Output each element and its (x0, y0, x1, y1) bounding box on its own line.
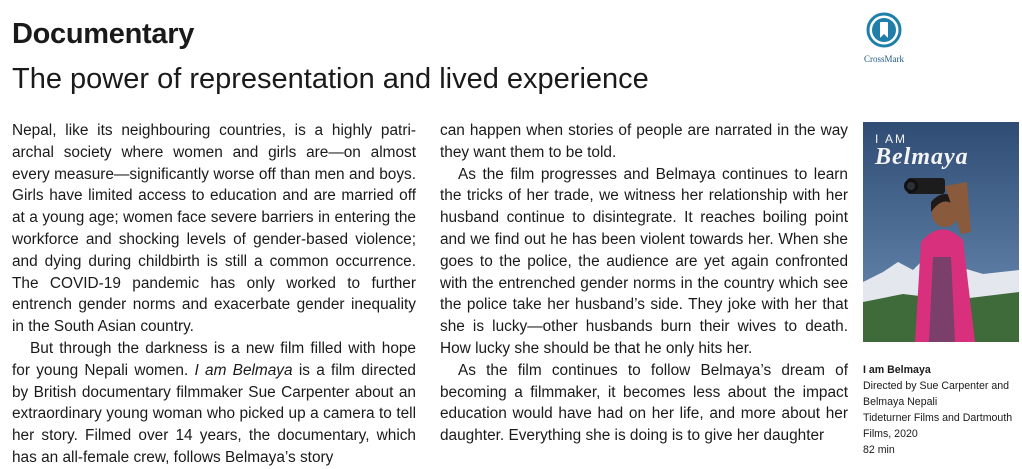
text-run: is a film directed by British documentary filmmaker Sue Carpenter about an extraordinary young woman who picked up a camera to tell her story. Filmed over 14 years, the documentary, which has an all-female crew, follows Belmaya’s story (12, 361, 416, 466)
paragraph: As the film continues to follow Belmaya’s dream of becoming a filmmaker, it becomes less about the impact education would have had on her life, and more about her daughter. Everything she is doing is to give her daughter (440, 361, 848, 445)
paragraph: As the film progresses and Belmaya continues to learn the tricks of her trade, we witness her relationship with her husband continue to disintegrate. It reaches boiling point and we find out he has been violent towards her. When she goes to the police, the audience are yet again confronted with the entrenched gender norms in the country which see the police take her husband’s side. They joke with her that she is lucky—other husbands burn their wives to death. How lucky she should be that he only hits her. (440, 165, 848, 357)
section-label: Documentary (12, 18, 195, 50)
poster-title-main: Belmaya (875, 144, 969, 170)
article-headline: The power of representation and lived experience (12, 63, 649, 95)
crossmark-label: CrossMark (864, 54, 904, 64)
caption-runtime: 82 min (863, 444, 895, 456)
caption-line: Films, 2020 (863, 428, 918, 440)
caption-film-title: I am Belmaya (863, 364, 931, 376)
poster-caption (863, 362, 1022, 458)
paragraph (12, 338, 416, 469)
film-title-italic: I am Belmaya (194, 361, 293, 379)
paragraph: Nepal, like its neighbouring countries, is a highly patriarchal society where women and girls are—on almost every measure—significantly worse off than men and boys. Girls have limited access to education and are married off at a young age; women face severe barriers in entering the workforce and shocking levels of gender-based violence; and dying during childbirth is still a common occurrence. The COVID-19 pandemic has only worked to further entrench gender norms and exacerbate gender inequality in the South Asian country. (12, 122, 416, 336)
article-column-2 (440, 120, 848, 447)
paragraph: can happen when stories of people are narrated in the way they want them to be told. (440, 122, 848, 161)
crossmark-icon (866, 12, 902, 48)
crossmark-badge[interactable] (860, 12, 908, 64)
poster-title-top: I AM (875, 132, 908, 146)
caption-line: Tideturner Films and Dartmouth (863, 412, 1013, 424)
text-run: But through the darkness is a new film filled with hope for young Nepali women. (12, 339, 416, 379)
film-poster (863, 122, 1019, 342)
article-column-1 (12, 120, 416, 469)
caption-line: Directed by Sue Carpenter and (863, 380, 1010, 392)
caption-line: Belmaya Nepali (863, 396, 938, 408)
